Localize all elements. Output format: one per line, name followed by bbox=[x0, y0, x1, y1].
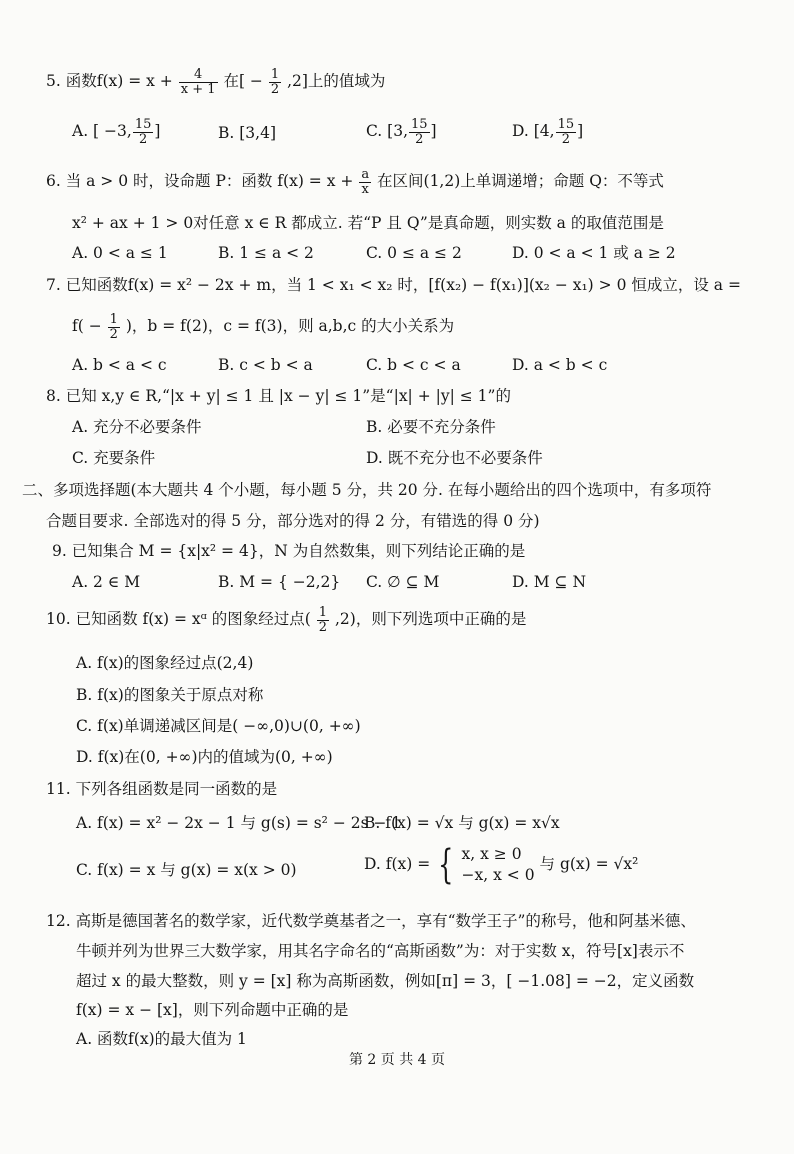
q12-stem-line1: 12. 高斯是德国著名的数学家，近代数学奠基者之一，享有“数学王子”的称号，他和阿基米德、 bbox=[46, 912, 696, 930]
q6-stem-line1: 6. 当 a > 0 时，设命题 P：函数 f(x) = x + $\frac{a}{x}$ 在区间(1,2)上单调递增；命题 Q：不等式 bbox=[46, 167, 664, 197]
left-brace: { bbox=[438, 841, 454, 888]
q6-option-d: D. 0 < a < 1 或 a ≥ 2 bbox=[512, 244, 676, 262]
q8-option-c: C. 充要条件 bbox=[72, 449, 156, 467]
q5-option-a: A. [ −3, $\frac{15}{2}$ ] bbox=[72, 117, 161, 147]
section-2-heading-cont: 合题目要求. 全部选对的得 5 分，部分选对的得 2 分，有错选的得 0 分) bbox=[46, 512, 540, 530]
q8-option-d: D. 既不充分也不必要条件 bbox=[366, 449, 543, 467]
q9-option-a: A. 2 ∈ M bbox=[72, 573, 141, 591]
q12-stem-line2: 牛顿并列为世界三大数学家，用其名字命名的“高斯函数”为：对于实数 x，符号[x]表示不 bbox=[76, 942, 685, 960]
q6-option-c: C. 0 ≤ a ≤ 2 bbox=[366, 244, 462, 262]
q10-stem: 10. 已知函数 f(x) = xᵅ 的图象经过点( $\frac{1}{2}$ ,2)，则下列选项中正确的是 bbox=[46, 605, 527, 635]
q7-option-b: B. c < b < a bbox=[218, 356, 313, 374]
q7-stem-line2: f( − $\frac{1}{2}$ )，b = f(2)，c = f(3)，则 a,b,c 的大小关系为 bbox=[72, 312, 455, 342]
q9-option-c: C. ∅ ⊆ M bbox=[366, 573, 440, 591]
q8-option-a: A. 充分不必要条件 bbox=[72, 418, 202, 436]
q7-option-c: C. b < c < a bbox=[366, 356, 461, 374]
section-2-heading: 二、多项选择题(本大题共 4 个小题，每小题 5 分，共 20 分. 在每小题给出的四个选项中，有多项符 bbox=[22, 481, 712, 499]
q8-stem: 8. 已知 x,y ∈ R,“|x + y| ≤ 1 且 |x − y| ≤ 1”是“|x| + |y| ≤ 1”的 bbox=[46, 387, 511, 405]
q11-option-d: D. f(x) = { x, x ≥ 0 −x, x < 0 与 g(x) = √x² bbox=[364, 841, 639, 888]
q6-stem-line2: x² + ax + 1 > 0对任意 x ∈ R 都成立. 若“P 且 Q”是真命题，则实数 a 的取值范围是 bbox=[72, 214, 664, 232]
q12-option-a: A. 函数f(x)的最大值为 1 bbox=[76, 1030, 247, 1048]
q12-stem-line4: f(x) = x − [x]，则下列命题中正确的是 bbox=[76, 1001, 349, 1019]
fraction: $\frac{1}{2}$ bbox=[109, 312, 118, 342]
page-footer: 第 2 页 共 4 页 bbox=[348, 1052, 446, 1068]
q11-stem: 11. 下列各组函数是同一函数的是 bbox=[46, 780, 278, 798]
q7-option-a: A. b < a < c bbox=[72, 356, 167, 374]
piecewise-cases: x, x ≥ 0 −x, x < 0 bbox=[461, 845, 535, 884]
q11-option-c: C. f(x) = x 与 g(x) = x(x > 0) bbox=[76, 861, 297, 879]
q10-option-c: C. f(x)单调递减区间是( −∞,0)∪(0, +∞) bbox=[76, 717, 361, 735]
q7-stem-line1: 7. 已知函数f(x) = x² − 2x + m，当 1 < x₁ < x₂ 时，[f(x₂) − f(x₁)](x₂ − x₁) > 0 恒成立，设 a = bbox=[46, 276, 741, 294]
q5-stem: 5. 函数f(x) = x + $\frac{4}{x + 1}$ 在[ − $\frac{1}{2}$ ,2]上的值域为 bbox=[46, 67, 386, 97]
q9-option-d: D. M ⊆ N bbox=[512, 573, 587, 591]
q11-option-b: B. f(x) = √x 与 g(x) = x√x bbox=[364, 814, 560, 832]
q6-option-b: B. 1 ≤ a < 2 bbox=[218, 244, 314, 262]
fraction: $\frac{1}{2}$ bbox=[318, 605, 328, 635]
q10-option-b: B. f(x)的图象关于原点对称 bbox=[76, 686, 264, 704]
fraction: $\frac{a}{x}$ bbox=[361, 167, 370, 197]
q10-option-d: D. f(x)在(0, +∞)内的值域为(0, +∞) bbox=[76, 748, 333, 766]
q5-option-b: B. [3,4] bbox=[218, 124, 276, 142]
q8-option-b: B. 必要不充分条件 bbox=[366, 418, 496, 436]
fraction: $\frac{1}{2}$ bbox=[270, 67, 280, 97]
q12-stem-line3: 超过 x 的最大整数，则 y = [x] 称为高斯函数，例如[π] = 3，[ −1.08] = −2，定义函数 bbox=[76, 972, 695, 990]
q11-option-a: A. f(x) = x² − 2x − 1 与 g(s) = s² − 2s − 1 bbox=[76, 814, 402, 832]
q10-option-a: A. f(x)的图象经过点(2,4) bbox=[76, 654, 254, 672]
q9-stem: 9. 已知集合 M = {x|x² = 4}，N 为自然数集，则下列结论正确的是 bbox=[52, 542, 526, 560]
q7-option-d: D. a < b < c bbox=[512, 356, 608, 374]
q5-option-c: C. [3, $\frac{15}{2}$ ] bbox=[366, 117, 437, 147]
fraction: $\frac{4}{x + 1}$ bbox=[180, 67, 216, 97]
q9-option-b: B. M = { −2,2} bbox=[218, 573, 341, 591]
q6-option-a: A. 0 < a ≤ 1 bbox=[72, 244, 168, 262]
q5-option-d: D. [4, $\frac{15}{2}$ ] bbox=[512, 117, 584, 147]
